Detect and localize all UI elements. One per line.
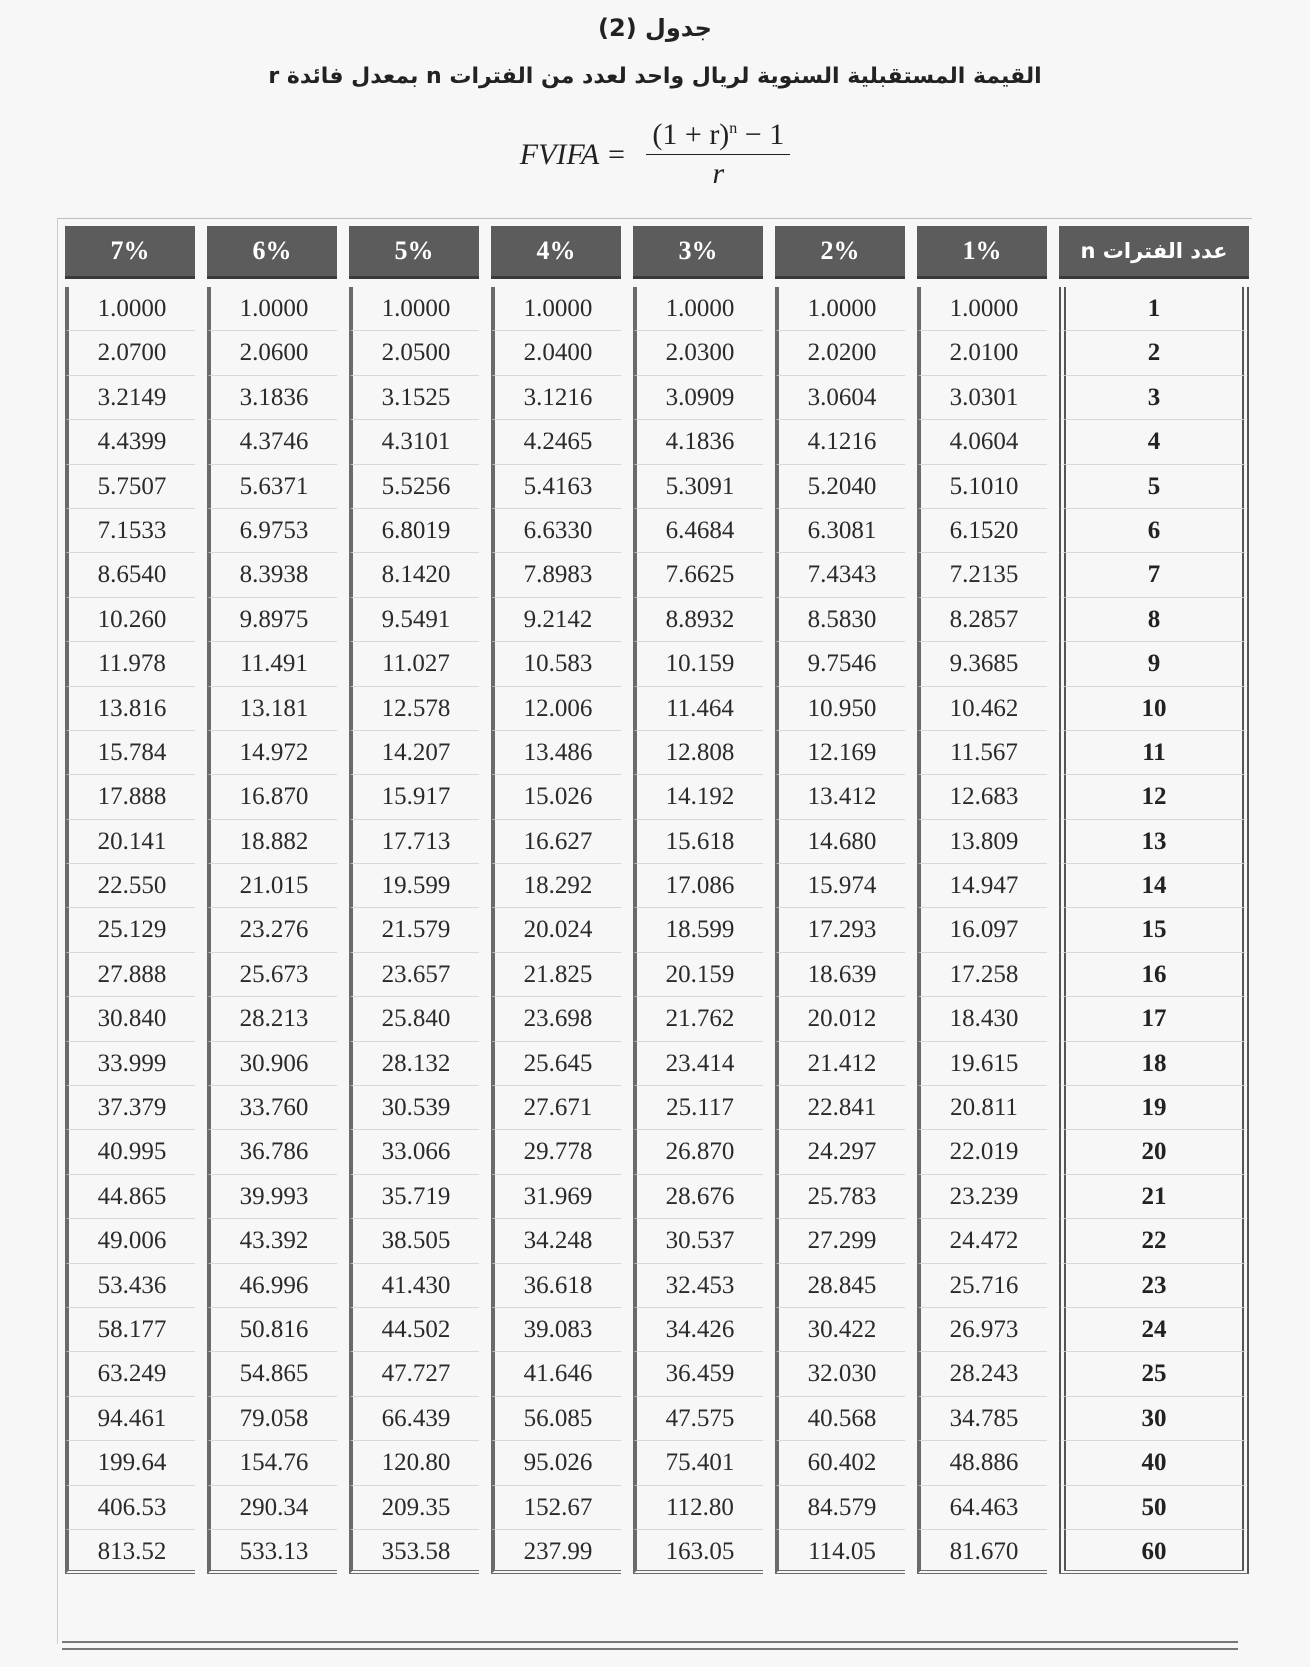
rate-header: 7% — [65, 226, 195, 279]
table-cell: 10.583 — [491, 642, 621, 686]
table-cell: 23.657 — [349, 953, 479, 997]
table-cell: 16.097 — [917, 908, 1047, 952]
formula-exponent: n — [729, 120, 738, 137]
table-cell: 13.809 — [917, 820, 1047, 864]
table-cell: 63.249 — [65, 1352, 195, 1396]
table-cell: 163.05 — [633, 1530, 763, 1574]
table-cell: 16.870 — [207, 775, 337, 819]
table-cell: 13.412 — [775, 775, 905, 819]
table-cell: 9.5491 — [349, 598, 479, 642]
table-cell: 25.783 — [775, 1175, 905, 1219]
table-cell: 12.808 — [633, 731, 763, 775]
table-cell: 44.502 — [349, 1308, 479, 1352]
formula-fraction — [646, 118, 790, 191]
table-cell: 20.811 — [917, 1086, 1047, 1130]
table-cell: 37.379 — [65, 1086, 195, 1130]
table-cell: 43.392 — [207, 1219, 337, 1263]
table-cell: 30.906 — [207, 1042, 337, 1086]
table-cell: 18.639 — [775, 953, 905, 997]
formula-numerator-tail: − 1 — [737, 118, 785, 151]
table-cell: 406.53 — [65, 1486, 195, 1530]
table-cell: 29.778 — [491, 1130, 621, 1174]
table-cell: 2.0400 — [491, 331, 621, 375]
table-cell: 30.840 — [65, 997, 195, 1041]
table-cell: 5.3091 — [633, 465, 763, 509]
table-cell: 15.917 — [349, 775, 479, 819]
table-cell: 75.401 — [633, 1441, 763, 1485]
table-cell: 12.006 — [491, 687, 621, 731]
table-caption: جدول (2) — [598, 14, 712, 42]
table-cell: 24.472 — [917, 1219, 1047, 1263]
table-cell: 26.973 — [917, 1308, 1047, 1352]
table-cell: 81.670 — [917, 1530, 1047, 1574]
table-cell: 14.192 — [633, 775, 763, 819]
table-cell: 33.066 — [349, 1130, 479, 1174]
period-cell: 19 — [1059, 1086, 1249, 1130]
table-cell: 25.129 — [65, 908, 195, 952]
rate-column — [207, 279, 337, 1574]
table-cell: 30.422 — [775, 1308, 905, 1352]
table-cell: 2.0500 — [349, 331, 479, 375]
table-cell: 20.141 — [65, 820, 195, 864]
table-cell: 79.058 — [207, 1397, 337, 1441]
table-cell: 30.539 — [349, 1086, 479, 1130]
table-cell: 209.35 — [349, 1486, 479, 1530]
table-cell: 15.618 — [633, 820, 763, 864]
table-cell: 24.297 — [775, 1130, 905, 1174]
table-cell: 21.579 — [349, 908, 479, 952]
table-cell: 60.402 — [775, 1441, 905, 1485]
table-cell: 15.784 — [65, 731, 195, 775]
table-cell: 2.0200 — [775, 331, 905, 375]
table-cell: 32.030 — [775, 1352, 905, 1396]
table-cell: 38.505 — [349, 1219, 479, 1263]
table-cell: 30.537 — [633, 1219, 763, 1263]
table-cell: 10.159 — [633, 642, 763, 686]
table-cell: 23.414 — [633, 1042, 763, 1086]
table-cell: 533.13 — [207, 1530, 337, 1574]
table-cell: 25.117 — [633, 1086, 763, 1130]
table-cell: 17.258 — [917, 953, 1047, 997]
table-cell: 36.459 — [633, 1352, 763, 1396]
table-cell: 40.568 — [775, 1397, 905, 1441]
table-cell: 14.207 — [349, 731, 479, 775]
table-cell: 20.024 — [491, 908, 621, 952]
table-cell: 1.0000 — [207, 287, 337, 331]
table-cell: 18.599 — [633, 908, 763, 952]
table-cell: 1.0000 — [633, 287, 763, 331]
table-cell: 22.019 — [917, 1130, 1047, 1174]
table-cell: 21.762 — [633, 997, 763, 1041]
table-cell: 14.947 — [917, 864, 1047, 908]
table-cell: 13.486 — [491, 731, 621, 775]
table-cell: 154.76 — [207, 1441, 337, 1485]
table-cell: 28.213 — [207, 997, 337, 1041]
period-cell: 24 — [1059, 1308, 1249, 1352]
table-cell: 23.239 — [917, 1175, 1047, 1219]
rate-header: 6% — [207, 226, 337, 279]
period-cell: 2 — [1059, 331, 1249, 375]
table-cell: 8.5830 — [775, 598, 905, 642]
table-cell: 6.8019 — [349, 509, 479, 553]
period-cell: 10 — [1059, 687, 1249, 731]
period-cell: 8 — [1059, 598, 1249, 642]
table-cell: 53.436 — [65, 1264, 195, 1308]
table-cell: 84.579 — [775, 1486, 905, 1530]
period-cell: 3 — [1059, 376, 1249, 420]
table-cell: 4.2465 — [491, 420, 621, 464]
table-cell: 66.439 — [349, 1397, 479, 1441]
table-cell: 8.2857 — [917, 598, 1047, 642]
table-cell: 13.181 — [207, 687, 337, 731]
table-cell: 17.713 — [349, 820, 479, 864]
table-cell: 4.3101 — [349, 420, 479, 464]
table-cell: 25.645 — [491, 1042, 621, 1086]
table-cell: 290.34 — [207, 1486, 337, 1530]
table-cell: 36.618 — [491, 1264, 621, 1308]
table-cell: 19.599 — [349, 864, 479, 908]
table-cell: 34.426 — [633, 1308, 763, 1352]
table-cell: 21.015 — [207, 864, 337, 908]
table-cell: 22.841 — [775, 1086, 905, 1130]
table-cell: 95.026 — [491, 1441, 621, 1485]
table-cell: 17.888 — [65, 775, 195, 819]
table-cell: 5.5256 — [349, 465, 479, 509]
table-cell: 7.2135 — [917, 553, 1047, 597]
table-cell: 18.882 — [207, 820, 337, 864]
table-cell: 54.865 — [207, 1352, 337, 1396]
table-cell: 114.05 — [775, 1530, 905, 1574]
rate-column — [491, 279, 621, 1574]
table-cell: 23.276 — [207, 908, 337, 952]
table-cell: 6.4684 — [633, 509, 763, 553]
table-cell: 1.0000 — [349, 287, 479, 331]
table-cell: 813.52 — [65, 1530, 195, 1574]
table-cell: 19.615 — [917, 1042, 1047, 1086]
table-cell: 3.0604 — [775, 376, 905, 420]
table-cell: 10.260 — [65, 598, 195, 642]
period-cell: 40 — [1059, 1441, 1249, 1485]
table-cell: 28.132 — [349, 1042, 479, 1086]
table-cell: 9.8975 — [207, 598, 337, 642]
table-cell: 14.680 — [775, 820, 905, 864]
table-cell: 46.996 — [207, 1264, 337, 1308]
table-cell: 33.760 — [207, 1086, 337, 1130]
table-cell: 47.727 — [349, 1352, 479, 1396]
period-cell: 30 — [1059, 1397, 1249, 1441]
table-cell: 18.292 — [491, 864, 621, 908]
period-cell: 18 — [1059, 1042, 1249, 1086]
table-cell: 35.719 — [349, 1175, 479, 1219]
table-cell: 3.0909 — [633, 376, 763, 420]
rate-column — [633, 279, 763, 1574]
period-cell: 13 — [1059, 820, 1249, 864]
period-cell: 6 — [1059, 509, 1249, 553]
table-cell: 5.4163 — [491, 465, 621, 509]
table-cell: 33.999 — [65, 1042, 195, 1086]
table-cell: 6.6330 — [491, 509, 621, 553]
table-cell: 3.2149 — [65, 376, 195, 420]
table-cell: 15.974 — [775, 864, 905, 908]
rate-column — [65, 279, 195, 1574]
table-cell: 3.1525 — [349, 376, 479, 420]
table-cell: 34.248 — [491, 1219, 621, 1263]
table-cell: 21.825 — [491, 953, 621, 997]
rate-header: 4% — [491, 226, 621, 279]
table-cell: 7.1533 — [65, 509, 195, 553]
table-cell: 7.8983 — [491, 553, 621, 597]
period-cell: 9 — [1059, 642, 1249, 686]
table-cell: 23.698 — [491, 997, 621, 1041]
table-cell: 36.786 — [207, 1130, 337, 1174]
period-cell: 12 — [1059, 775, 1249, 819]
period-cell: 21 — [1059, 1175, 1249, 1219]
table-cell: 4.1216 — [775, 420, 905, 464]
table-cell: 120.80 — [349, 1441, 479, 1485]
table-cell: 16.627 — [491, 820, 621, 864]
table-cell: 27.299 — [775, 1219, 905, 1263]
table-cell: 8.6540 — [65, 553, 195, 597]
table-cell: 25.716 — [917, 1264, 1047, 1308]
table-cell: 50.816 — [207, 1308, 337, 1352]
period-cell: 17 — [1059, 997, 1249, 1041]
table-cell: 26.870 — [633, 1130, 763, 1174]
table-cell: 353.58 — [349, 1530, 479, 1574]
table-cell: 34.785 — [917, 1397, 1047, 1441]
table-cell: 6.3081 — [775, 509, 905, 553]
formula-numerator — [646, 118, 790, 155]
period-cell: 15 — [1059, 908, 1249, 952]
fvifa-table — [65, 226, 1249, 1574]
table-cell: 21.412 — [775, 1042, 905, 1086]
table-cell: 17.086 — [633, 864, 763, 908]
table-cell: 4.1836 — [633, 420, 763, 464]
table-cell: 64.463 — [917, 1486, 1047, 1530]
table-cell: 152.67 — [491, 1486, 621, 1530]
table-title: القيمة المستقبلية السنوية لريال واحد لعدد من الفترات n بمعدل فائدة r — [268, 64, 1042, 89]
table-cell: 5.1010 — [917, 465, 1047, 509]
table-cell: 49.006 — [65, 1219, 195, 1263]
formula-lhs: FVIFA = — [519, 137, 627, 171]
table-cell: 12.683 — [917, 775, 1047, 819]
table-cell: 40.995 — [65, 1130, 195, 1174]
table-cell: 8.8932 — [633, 598, 763, 642]
table-cell: 2.0100 — [917, 331, 1047, 375]
period-cell: 25 — [1059, 1352, 1249, 1396]
table-cell: 10.462 — [917, 687, 1047, 731]
table-cell: 1.0000 — [917, 287, 1047, 331]
formula-denominator: r — [712, 157, 725, 190]
period-cell: 50 — [1059, 1486, 1249, 1530]
table-cell: 5.6371 — [207, 465, 337, 509]
table-cell: 2.0300 — [633, 331, 763, 375]
period-cell: 20 — [1059, 1130, 1249, 1174]
table-cell: 58.177 — [65, 1308, 195, 1352]
table-cell: 11.464 — [633, 687, 763, 731]
table-cell: 17.293 — [775, 908, 905, 952]
table-cell: 4.3746 — [207, 420, 337, 464]
table-cell: 199.64 — [65, 1441, 195, 1485]
rate-column — [349, 279, 479, 1574]
period-cell: 14 — [1059, 864, 1249, 908]
table-cell: 3.1216 — [491, 376, 621, 420]
table-cell: 14.972 — [207, 731, 337, 775]
table-cell: 1.0000 — [65, 287, 195, 331]
table-cell: 27.888 — [65, 953, 195, 997]
table-cell: 9.7546 — [775, 642, 905, 686]
table-cell: 31.969 — [491, 1175, 621, 1219]
table-cell: 11.567 — [917, 731, 1047, 775]
table-cell: 56.085 — [491, 1397, 621, 1441]
table-cell: 48.886 — [917, 1441, 1047, 1485]
table-cell: 6.9753 — [207, 509, 337, 553]
rate-header: 3% — [633, 226, 763, 279]
period-cell: 5 — [1059, 465, 1249, 509]
period-header: عدد الفترات n — [1059, 226, 1249, 279]
table-cell: 28.676 — [633, 1175, 763, 1219]
period-cell: 22 — [1059, 1219, 1249, 1263]
table-cell: 2.0600 — [207, 331, 337, 375]
table-cell: 8.1420 — [349, 553, 479, 597]
table-cell: 5.7507 — [65, 465, 195, 509]
rate-column — [917, 279, 1047, 1574]
table-cell: 44.865 — [65, 1175, 195, 1219]
table-cell: 112.80 — [633, 1486, 763, 1530]
table-cell: 3.1836 — [207, 376, 337, 420]
table-cell: 12.578 — [349, 687, 479, 731]
table-cell: 12.169 — [775, 731, 905, 775]
table-cell: 47.575 — [633, 1397, 763, 1441]
table-cell: 20.012 — [775, 997, 905, 1041]
table-cell: 5.2040 — [775, 465, 905, 509]
table-cell: 39.083 — [491, 1308, 621, 1352]
table-cell: 28.845 — [775, 1264, 905, 1308]
table-cell: 1.0000 — [491, 287, 621, 331]
table-cell: 18.430 — [917, 997, 1047, 1041]
table-cell: 20.159 — [633, 953, 763, 997]
table-cell: 1.0000 — [775, 287, 905, 331]
table-cell: 11.027 — [349, 642, 479, 686]
fvifa-formula — [0, 118, 1310, 191]
table-cell: 25.840 — [349, 997, 479, 1041]
table-cell: 4.0604 — [917, 420, 1047, 464]
rate-header: 1% — [917, 226, 1047, 279]
table-cell: 28.243 — [917, 1352, 1047, 1396]
rate-header: 5% — [349, 226, 479, 279]
table-cell: 39.993 — [207, 1175, 337, 1219]
period-column — [1059, 279, 1249, 1574]
period-cell: 11 — [1059, 731, 1249, 775]
table-cell: 11.978 — [65, 642, 195, 686]
period-cell: 60 — [1059, 1530, 1249, 1574]
rate-header: 2% — [775, 226, 905, 279]
table-cell: 7.4343 — [775, 553, 905, 597]
table-cell: 10.950 — [775, 687, 905, 731]
table-cell: 22.550 — [65, 864, 195, 908]
table-cell: 25.673 — [207, 953, 337, 997]
table-cell: 8.3938 — [207, 553, 337, 597]
table-cell: 2.0700 — [65, 331, 195, 375]
period-cell: 7 — [1059, 553, 1249, 597]
table-cell: 13.816 — [65, 687, 195, 731]
table-cell: 41.646 — [491, 1352, 621, 1396]
table-cell: 94.461 — [65, 1397, 195, 1441]
table-cell: 7.6625 — [633, 553, 763, 597]
table-cell: 9.3685 — [917, 642, 1047, 686]
table-cell: 6.1520 — [917, 509, 1047, 553]
table-cell: 11.491 — [207, 642, 337, 686]
table-cell: 3.0301 — [917, 376, 1047, 420]
period-cell: 1 — [1059, 287, 1249, 331]
table-cell: 4.4399 — [65, 420, 195, 464]
table-cell: 15.026 — [491, 775, 621, 819]
period-cell: 4 — [1059, 420, 1249, 464]
table-cell: 41.430 — [349, 1264, 479, 1308]
table-cell: 32.453 — [633, 1264, 763, 1308]
table-cell: 27.671 — [491, 1086, 621, 1130]
table-cell: 9.2142 — [491, 598, 621, 642]
table-cell: 237.99 — [491, 1530, 621, 1574]
period-cell: 23 — [1059, 1264, 1249, 1308]
rate-column — [775, 279, 905, 1574]
period-cell: 16 — [1059, 953, 1249, 997]
formula-numerator-base: (1 + r) — [652, 118, 730, 151]
